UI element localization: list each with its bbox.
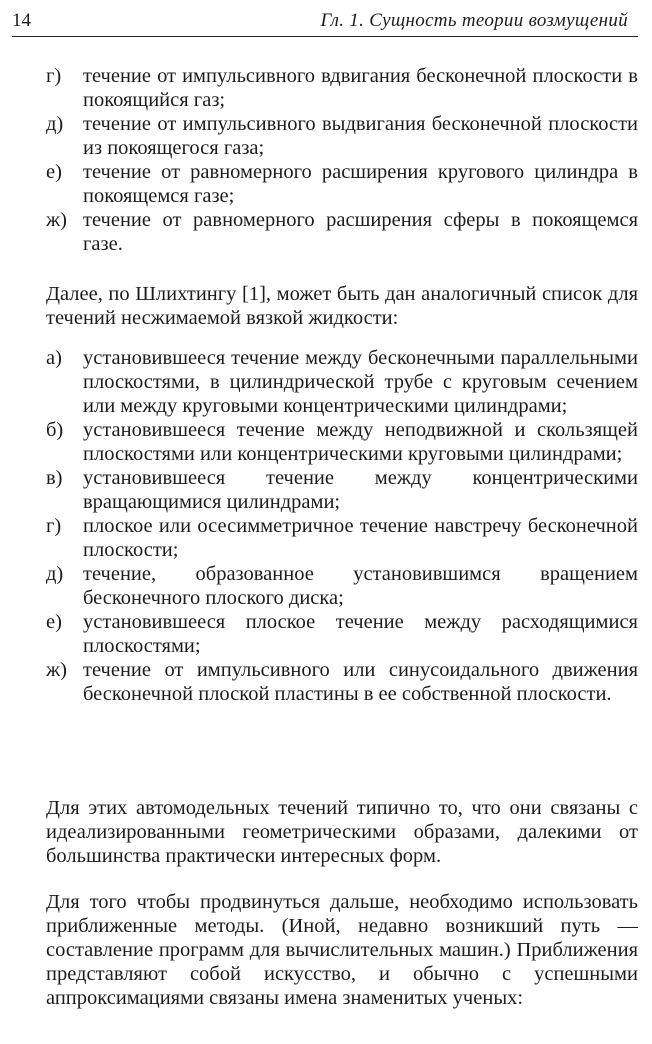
gas-flow-list (0, 64, 652, 256)
list-marker: в) (46, 467, 63, 489)
list-item-text: установившееся течение между неподвижной и скользящей плоскостями или концентрическими круговыми цилиндрами; (83, 419, 638, 465)
page-number: 14 (12, 10, 31, 31)
list-item-text: течение от импульсивного выдвигания бесконечной плоскости из покоящегося газа; (83, 113, 638, 159)
list-marker: е) (46, 611, 62, 633)
list-marker: ж) (46, 209, 67, 231)
list-marker: б) (46, 419, 64, 441)
list-item-text: плоское или осесимметричное течение навстречу бесконечной плоскости; (83, 515, 638, 561)
list-item-text: установившееся течение между концентрическими вращающимися цилиндрами; (83, 467, 638, 513)
intro-paragraph: Далее, по Шлихтингу [1], может быть дан аналогичный список для течений несжимаемой вязкой жидкости: (46, 283, 638, 329)
list-item (0, 514, 652, 562)
list-item-text: течение от импульсивного вдвигания бесконечной плоскости в покоящийся газ; (83, 65, 638, 111)
viscous-flow-list (0, 346, 652, 706)
list-item-text: течение от равномерного расширения кругового цилиндра в покоящемся газе; (83, 161, 638, 207)
list-item (0, 160, 652, 208)
list-marker: д) (46, 113, 64, 135)
list-item-text: течение от импульсивного или синусоидального движения бесконечной плоской пластины в ее собственной плоскости. (83, 659, 638, 705)
list-item (0, 64, 652, 112)
list-item (0, 562, 652, 610)
list-item-text: установившееся течение между бесконечными параллельными плоскостями, в цилиндрической трубе с круговым сечением или между круговыми концентрическими цилиндрами; (83, 347, 638, 417)
approximation-methods-paragraph: Для того чтобы продвинуться дальше, необходимо использовать приближенные методы. (Иной, недавно возникший путь — составление программ для вычислительных машин.) Приближения представляют собой искусство, и обычно с успешными аппроксимациями связаны имена знаменитых ученых: (46, 891, 638, 1009)
self-similar-paragraph: Для этих автомодельных течений типично то, что они связаны с идеализированными геометрическими образами, далекими от большинства практически интересных форм. (46, 797, 638, 867)
page-header (12, 8, 638, 37)
list-item (0, 346, 652, 418)
running-head: Гл. 1. Сущность теории возмущений (320, 10, 628, 31)
list-item (0, 112, 652, 160)
list-item (0, 610, 652, 658)
list-item (0, 658, 652, 706)
list-marker: г) (46, 515, 62, 537)
list-marker: а) (46, 347, 62, 369)
list-marker: д) (46, 563, 64, 585)
list-item-text: течение, образованное установившимся вращением бесконечного плоского диска; (83, 563, 638, 609)
list-item-text: течение от равномерного расширения сферы в покоящемся газе. (83, 209, 638, 255)
list-marker: ж) (46, 659, 67, 681)
list-item (0, 208, 652, 256)
list-marker: е) (46, 161, 62, 183)
list-marker: г) (46, 65, 62, 87)
list-item (0, 418, 652, 466)
list-item-text: установившееся плоское течение между расходящимися плоскостями; (83, 611, 638, 657)
list-item (0, 466, 652, 514)
